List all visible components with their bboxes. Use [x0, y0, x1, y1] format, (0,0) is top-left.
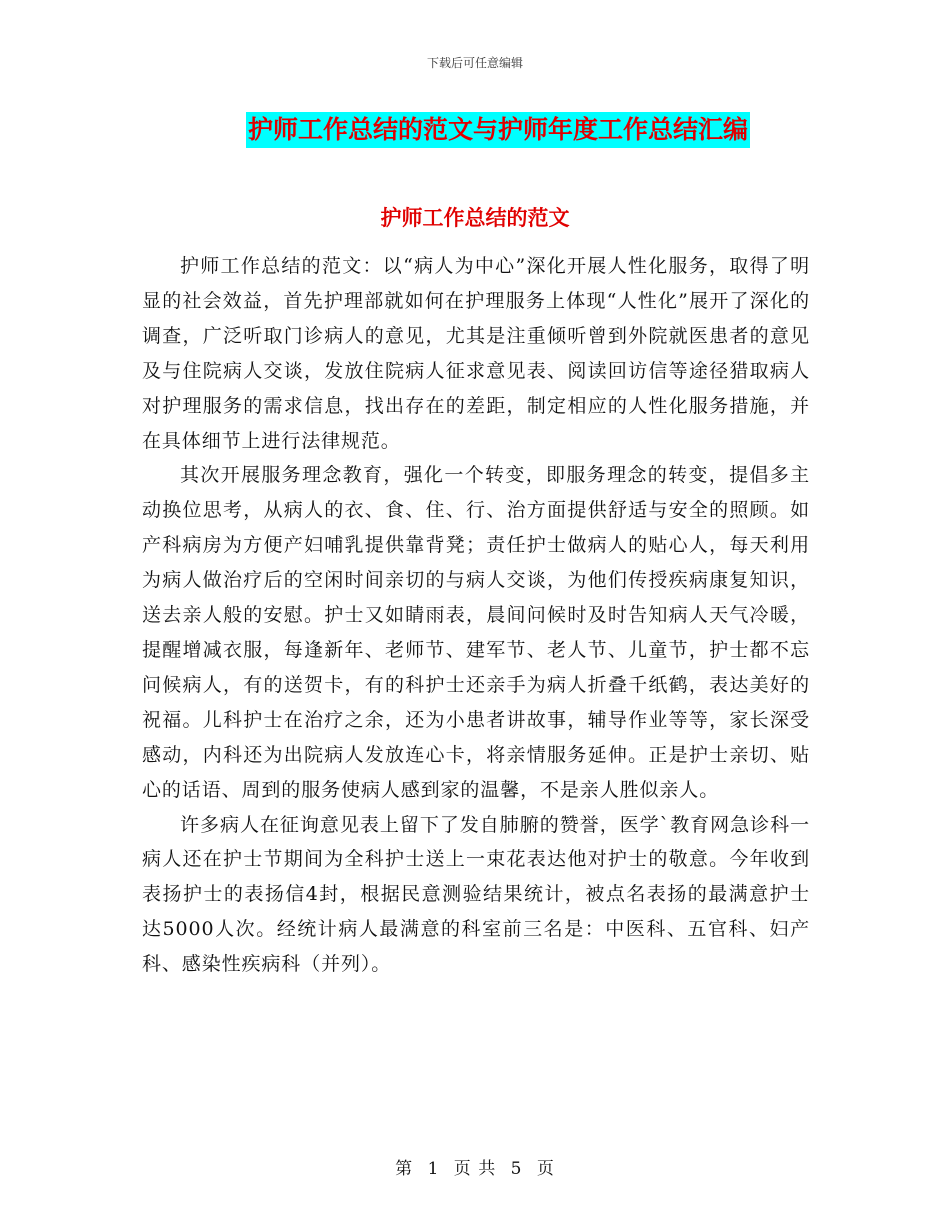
paragraph: 护师工作总结的范文：以“病人为中心”深化开展人性化服务，取得了明显的社会效益，首先护理部就如何在护理服务上体现“人性化”展开了深化的调查，广泛听取门诊病人的意见，尤其是注重倾听曾到外院就医患者的意见及与住院病人交谈，发放住院病人征求意见表、阅读回访信等途径猎取病人对护理服务的需求信息，找出存在的差距，制定相应的人性化服务措施，并在具体细节上进行法律规范。 — [142, 255, 810, 452]
paragraph: 许多病人在征询意见表上留下了发自肺腑的赞誉，医学`教育网急诊科一病人还在护士节期间为全科护士送上一束花表达他对护士的敬意。今年收到表扬护士的表扬信4封，根据民意测验结果统计，被点名表扬的最满意护士达5000人次。经统计病人最满意的科室前三名是：中医科、五官科、妇产科、感染性疾病科（并列）。 — [142, 813, 810, 976]
paragraph: 其次开展服务理念教育，强化一个转变，即服务理念的转变，提倡多主动换位思考，从病人的衣、食、住、行、治方面提供舒适与安全的照顾。如产科病房为方便产妇哺乳提供靠背凳；责任护士做病人的贴心人，每天利用为病人做治疗后的空闲时间亲切的与病人交谈，为他们传授疾病康复知识，送去亲人般的安慰。护士又如睛雨表，晨间问候时及时告知病人天气冷暖，提醒增减衣服，每逢新年、老师节、建军节、老人节、儿童节，护士都不忘问候病人，有的送贺卡，有的科护士还亲手为病人折叠千纸鹤，表达美好的祝福。儿科护士在治疗之余，还为小患者讲故事，辅导作业等等，家长深受感动，内科还为出院病人发放连心卡，将亲情服务延伸。正是护士亲切、贴心的话语、周到的服务使病人感到家的温馨，不是亲人胜似亲人。 — [142, 464, 810, 801]
footer-page-number: 1 — [427, 1159, 440, 1179]
body-text — [142, 249, 810, 982]
footer-prefix: 第 — [395, 1159, 414, 1179]
section-title: 护师工作总结的范文 — [380, 206, 570, 230]
footer-total-pages: 5 — [510, 1159, 523, 1179]
page-header-note: 下载后可任意编辑 — [426, 56, 523, 70]
main-title: 护师工作总结的范文与护师年度工作总结汇编 — [246, 112, 750, 148]
footer-middle: 页 共 — [453, 1159, 497, 1179]
page-footer — [0, 1154, 950, 1179]
footer-suffix: 页 — [536, 1159, 555, 1179]
main-title-container — [0, 112, 950, 148]
